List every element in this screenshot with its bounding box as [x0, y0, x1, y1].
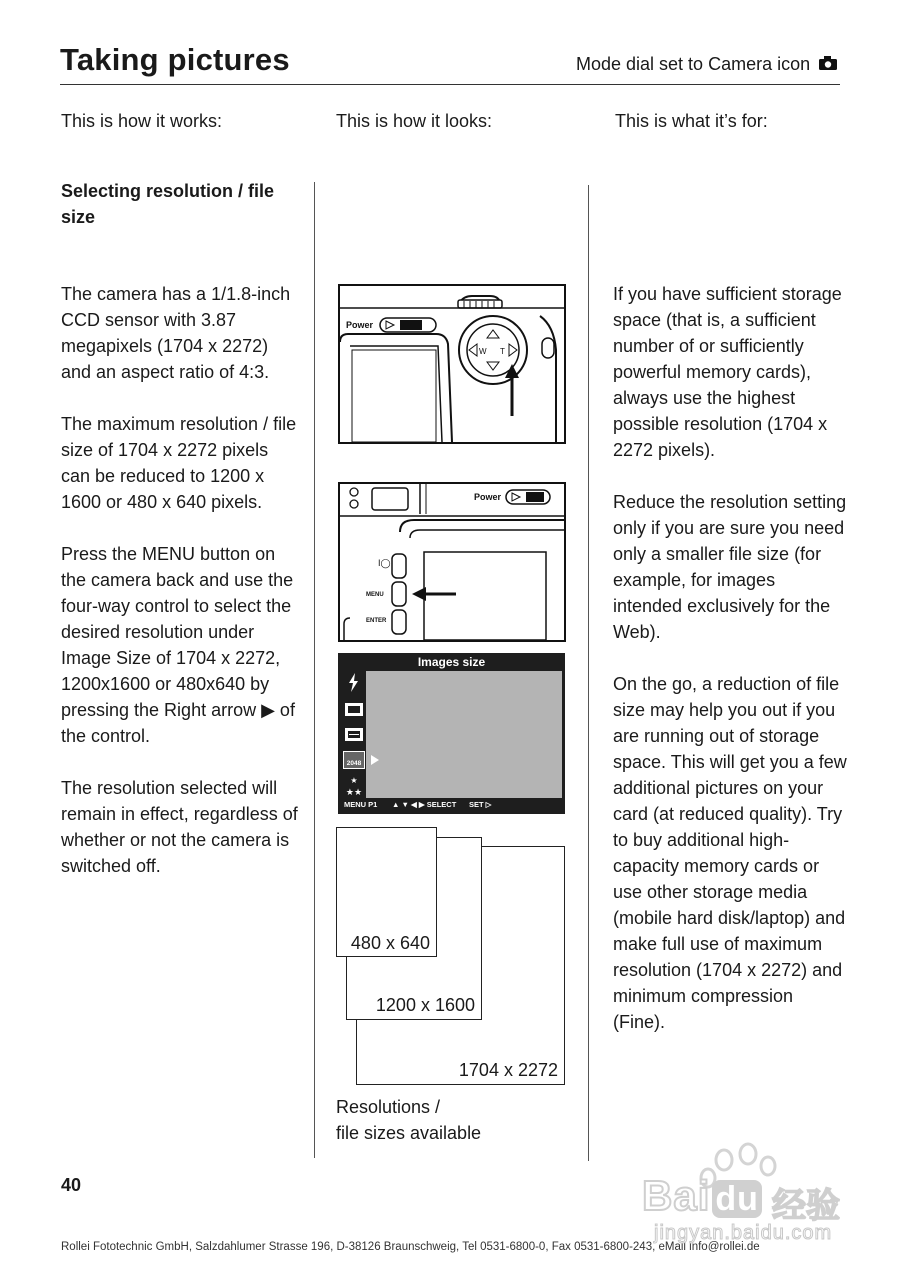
page-number: 40 — [61, 1175, 82, 1195]
page-title: Taking pictures — [60, 42, 290, 77]
watermark-url: jingyan.baidu.com — [654, 1222, 833, 1244]
paragraph: If you have sufficient storage space (that is, a sufficient number of or sufficiently powerful memory cards), always use the highest possible resolution (1704 x 2272 pixels). — [613, 284, 842, 460]
watermark-brand-text: Bai — [642, 1172, 711, 1219]
watermark-cn: 经验 — [772, 1187, 840, 1225]
column-divider-right — [588, 185, 589, 1161]
section-heading: Selecting resolution / file size — [61, 181, 275, 227]
lcd-image-size-menu-screenshot — [338, 653, 565, 814]
lcd-footer-set: SET ▷ — [469, 800, 492, 809]
quality-stars-icon: ★★ — [345, 788, 363, 798]
selection-arrow-icon — [369, 754, 381, 766]
watermark-paw-text: du — [712, 1180, 762, 1218]
enter-button-label: ENTER — [366, 618, 387, 624]
watermark-brand — [642, 1172, 762, 1220]
right-column-text — [613, 281, 848, 1061]
paragraph: Reduce the resolution setting only if you are sure you need only a smaller file size (for example, for images intended exclusively for the Web). — [613, 492, 847, 642]
header-divider — [60, 84, 840, 85]
camera-icon — [818, 55, 838, 71]
lcd-preview-area — [366, 671, 562, 798]
paragraph: On the go, a reduction of file size may help you out if you are running out of storage space. This will get you a few additional pictures on your card (at reduced quality). Try to buy additional high-capacity memory cards or use other storage media (mobile hard disk/laptop) and make full use of maximum resolution (1704 x 2272) and minimum compression (Fine). — [613, 674, 847, 1032]
camera-menu-button-illustration — [338, 482, 566, 642]
zoom-tele-label: T — [500, 347, 505, 356]
flash-icon — [349, 673, 358, 692]
image-mode-icon — [345, 703, 363, 716]
footer-address: Rollei Fototechnic GmbH, Salzdahlumer Strasse 196, D-38126 Braunschweig, Tel 0531-6800-0, Fax 0531-6800-243, eMail info@rollei.de — [61, 1241, 760, 1253]
left-column-text — [61, 281, 301, 905]
paragraph: The camera has a 1/1.8-inch CCD sensor with 3.87 megapixels (1704 x 2272) and an aspect ratio of 4:3. — [61, 284, 291, 382]
paragraph: The resolution selected will remain in effect, regardless of whether or not the camera is switched off. — [61, 778, 298, 876]
resolution-box-small — [336, 827, 437, 957]
mode-dial-text: Mode dial set to Camera icon — [576, 54, 811, 74]
svg-text:I◯: I◯ — [378, 558, 391, 568]
resolution-label: 1704 x 2272 — [458, 1060, 558, 1080]
lcd-footer-menu: MENU P1 — [344, 800, 378, 809]
power-label: Power — [346, 320, 374, 330]
paragraph: Press the MENU button on the camera back and use the four-way control to select the desired resolution under Image Size of 1704 x 2272, 1200x1600 or 480x640 by pressing the Right arrow ▶ of the control. — [61, 544, 295, 746]
power-label-2: Power — [474, 492, 502, 502]
menu-button-label: MENU — [366, 592, 384, 598]
resolution-label: 1200 x 1600 — [375, 995, 475, 1015]
caption-line: Resolutions / — [336, 1097, 441, 1117]
quality-icon — [345, 728, 363, 741]
column-heading-how-it-looks: This is how it looks: — [336, 111, 493, 131]
column-heading-what-its-for: This is what it’s for: — [615, 111, 768, 131]
column-heading-how-it-works: This is how it works: — [61, 111, 223, 131]
caption-line: file sizes available — [336, 1123, 482, 1143]
baidu-watermark — [640, 1140, 855, 1246]
zoom-wide-label: W — [479, 347, 487, 356]
lcd-menu-title: Images size — [417, 655, 486, 669]
quality-stars-icon: ★ — [350, 776, 358, 785]
lcd-footer-select: ▲ ▼ ◀ ▶ SELECT — [392, 800, 457, 809]
paragraph: The maximum resolution / file size of 1704 x 2272 pixels can be reduced to 1200 x 1600 or 480 x 640 pixels. — [61, 414, 297, 512]
image-size-icon-label: 2048 — [346, 760, 362, 767]
figure-caption — [336, 1094, 481, 1146]
column-divider-left — [314, 182, 315, 1158]
resolution-label: 480 x 640 — [350, 933, 430, 953]
camera-four-way-control-illustration — [338, 284, 566, 444]
mode-dial-note — [576, 54, 838, 75]
